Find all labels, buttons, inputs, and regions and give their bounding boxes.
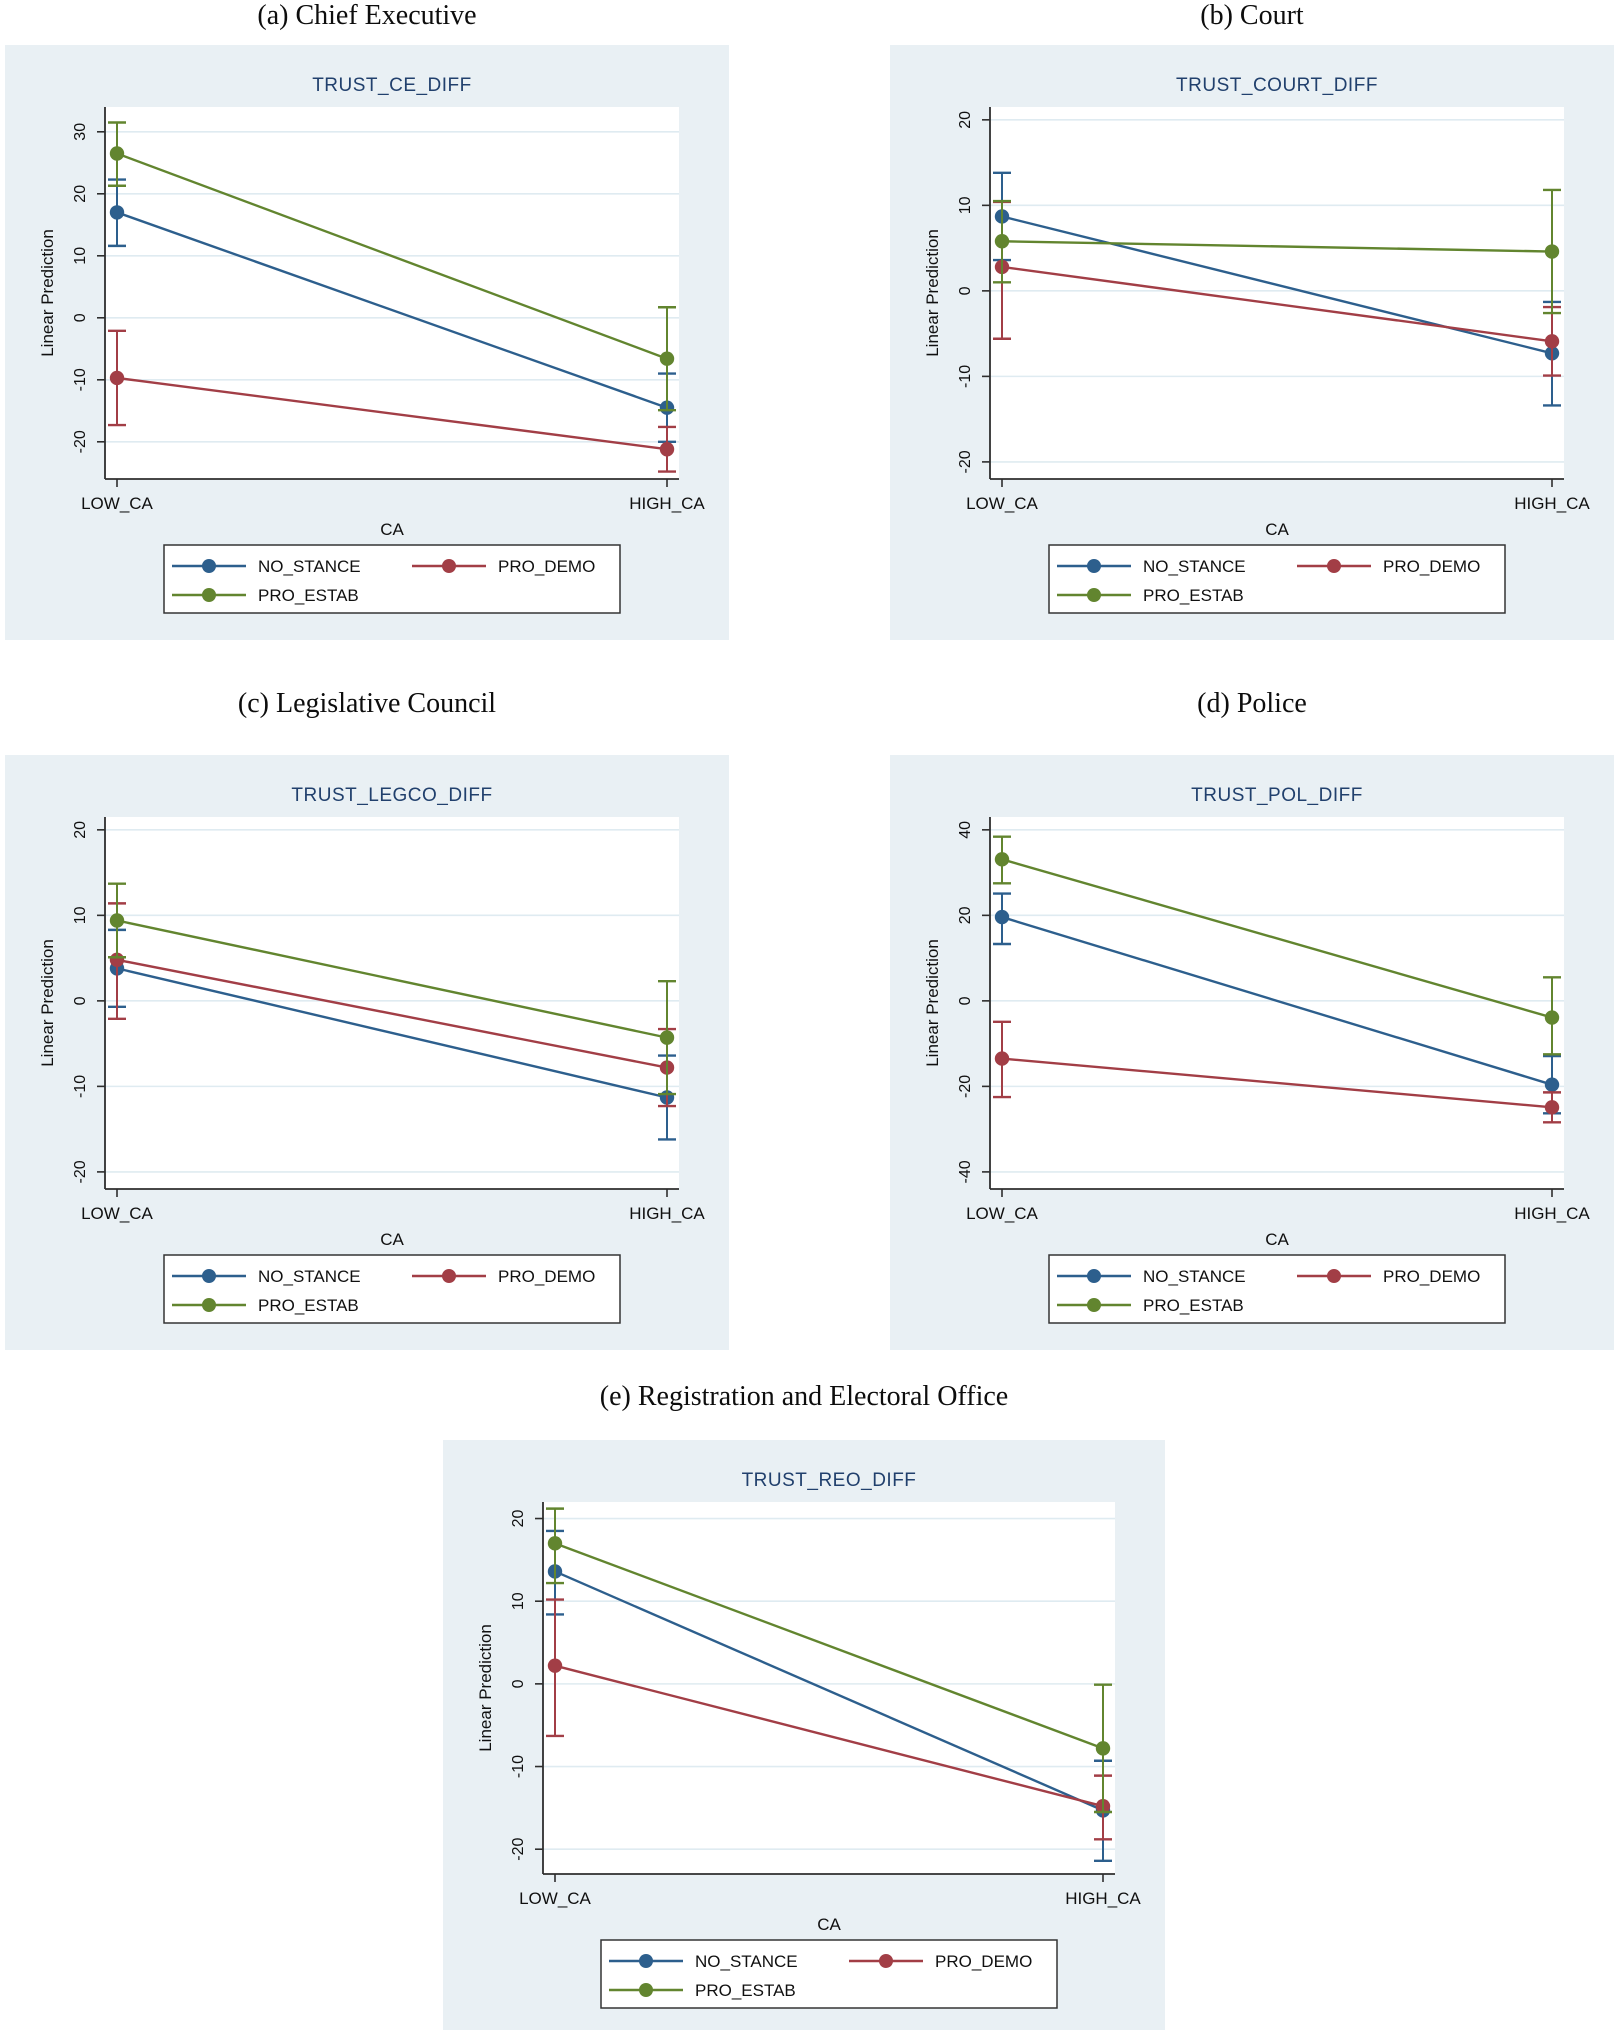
x-tick-label: LOW_CA bbox=[966, 494, 1038, 513]
legend-marker-NO_STANCE bbox=[202, 1269, 216, 1283]
legend-box bbox=[164, 1255, 620, 1323]
panel-chief-executive bbox=[5, 45, 729, 645]
data-point-PRO_DEMO-LOW_CA bbox=[110, 371, 124, 385]
y-tick-label: -10 bbox=[72, 1074, 89, 1098]
data-point-NO_STANCE-HIGH_CA bbox=[1545, 1077, 1559, 1091]
y-axis-label: Linear Prediction bbox=[476, 1624, 495, 1752]
data-point-PRO_DEMO-LOW_CA bbox=[995, 1051, 1009, 1065]
y-tick-label: 10 bbox=[72, 906, 89, 925]
data-point-PRO_ESTAB-HIGH_CA bbox=[660, 352, 674, 366]
legend-marker-NO_STANCE bbox=[1087, 1269, 1101, 1283]
caption-panel-c: (c) Legislative Council bbox=[237, 688, 497, 719]
y-axis-label: Linear Prediction bbox=[38, 939, 57, 1067]
legend-marker-PRO_ESTAB bbox=[202, 588, 216, 602]
chart-title: TRUST_COURT_DIFF bbox=[1176, 75, 1378, 96]
data-point-PRO_ESTAB-LOW_CA bbox=[548, 1536, 562, 1550]
legend-label-NO_STANCE: NO_STANCE bbox=[1143, 557, 1246, 576]
x-tick-label: LOW_CA bbox=[519, 1889, 591, 1908]
x-axis-label: CA bbox=[1265, 1230, 1289, 1249]
chart-title: TRUST_REO_DIFF bbox=[741, 1470, 917, 1491]
legend-label-PRO_DEMO: PRO_DEMO bbox=[498, 1267, 596, 1286]
y-tick-label: 0 bbox=[72, 313, 89, 323]
x-axis-label: CA bbox=[817, 1915, 841, 1934]
data-point-PRO_DEMO-HIGH_CA bbox=[660, 442, 674, 456]
legend-marker-PRO_DEMO bbox=[1327, 1269, 1341, 1283]
x-tick-label: HIGH_CA bbox=[629, 1204, 705, 1223]
x-tick-label: HIGH_CA bbox=[629, 494, 705, 513]
legend-marker-NO_STANCE bbox=[202, 559, 216, 573]
legend-label-PRO_ESTAB: PRO_ESTAB bbox=[258, 1296, 359, 1315]
legend-marker-NO_STANCE bbox=[1087, 559, 1101, 573]
data-point-PRO_DEMO-HIGH_CA bbox=[1545, 334, 1559, 348]
legend-label-NO_STANCE: NO_STANCE bbox=[695, 1952, 798, 1971]
x-tick-label: HIGH_CA bbox=[1065, 1889, 1141, 1908]
legend-box bbox=[1049, 545, 1505, 613]
x-tick-label: LOW_CA bbox=[966, 1204, 1038, 1223]
legend-label-PRO_DEMO: PRO_DEMO bbox=[935, 1952, 1033, 1971]
caption-panel-d: (d) Police bbox=[1197, 688, 1307, 719]
y-tick-label: -20 bbox=[510, 1837, 527, 1861]
chart-TRUST_LEGCO_DIFF bbox=[5, 755, 729, 1350]
data-point-PRO_ESTAB-HIGH_CA bbox=[1545, 244, 1559, 258]
y-tick-label: 30 bbox=[72, 122, 89, 141]
y-tick-label: 20 bbox=[72, 184, 89, 203]
chart-TRUST_POL_DIFF bbox=[890, 755, 1614, 1350]
data-point-PRO_ESTAB-LOW_CA bbox=[110, 146, 124, 160]
y-tick-label: 10 bbox=[957, 196, 974, 215]
y-tick-label: 20 bbox=[957, 906, 974, 925]
data-point-PRO_ESTAB-LOW_CA bbox=[110, 913, 124, 927]
y-tick-label: 0 bbox=[510, 1679, 527, 1689]
legend-box bbox=[601, 1940, 1057, 2008]
legend-label-PRO_DEMO: PRO_DEMO bbox=[498, 557, 596, 576]
legend-label-PRO_DEMO: PRO_DEMO bbox=[1383, 557, 1481, 576]
legend-label-NO_STANCE: NO_STANCE bbox=[258, 557, 361, 576]
legend-marker-PRO_ESTAB bbox=[202, 1298, 216, 1312]
y-axis-label: Linear Prediction bbox=[923, 939, 942, 1067]
panel-police bbox=[890, 755, 1614, 1355]
data-point-PRO_ESTAB-HIGH_CA bbox=[660, 1030, 674, 1044]
legend-label-PRO_ESTAB: PRO_ESTAB bbox=[1143, 586, 1244, 605]
y-tick-label: 20 bbox=[72, 820, 89, 839]
x-tick-label: HIGH_CA bbox=[1514, 1204, 1590, 1223]
legend-marker-PRO_ESTAB bbox=[639, 1983, 653, 1997]
chart-TRUST_CE_DIFF bbox=[5, 45, 729, 640]
plot-area bbox=[543, 1502, 1115, 1874]
chart-TRUST_COURT_DIFF bbox=[890, 45, 1614, 640]
chart-title: TRUST_CE_DIFF bbox=[312, 75, 472, 96]
chart-TRUST_REO_DIFF bbox=[443, 1440, 1165, 2030]
panel-legislative-council bbox=[5, 755, 729, 1355]
legend-marker-PRO_DEMO bbox=[442, 1269, 456, 1283]
y-tick-label: 0 bbox=[957, 996, 974, 1006]
legend-marker-PRO_DEMO bbox=[442, 559, 456, 573]
data-point-PRO_DEMO-LOW_CA bbox=[548, 1658, 562, 1672]
y-tick-label: -10 bbox=[510, 1754, 527, 1779]
plot-area bbox=[990, 817, 1564, 1189]
y-tick-label: 10 bbox=[510, 1592, 527, 1611]
chart-title: TRUST_POL_DIFF bbox=[1191, 785, 1363, 806]
data-point-NO_STANCE-LOW_CA bbox=[995, 910, 1009, 924]
x-tick-label: LOW_CA bbox=[81, 1204, 153, 1223]
plot-area bbox=[105, 107, 679, 479]
legend-marker-NO_STANCE bbox=[639, 1954, 653, 1968]
legend-label-NO_STANCE: NO_STANCE bbox=[1143, 1267, 1246, 1286]
legend-label-NO_STANCE: NO_STANCE bbox=[258, 1267, 361, 1286]
legend-label-PRO_ESTAB: PRO_ESTAB bbox=[1143, 1296, 1244, 1315]
y-tick-label: 10 bbox=[72, 246, 89, 265]
y-tick-label: -20 bbox=[72, 1160, 89, 1184]
x-axis-label: CA bbox=[380, 1230, 404, 1249]
y-tick-label: 40 bbox=[957, 820, 974, 839]
data-point-PRO_ESTAB-HIGH_CA bbox=[1096, 1741, 1110, 1755]
legend-label-PRO_ESTAB: PRO_ESTAB bbox=[258, 586, 359, 605]
panel-registration-electoral-office bbox=[443, 1440, 1165, 2030]
legend-label-PRO_ESTAB: PRO_ESTAB bbox=[695, 1981, 796, 2000]
y-tick-label: -10 bbox=[72, 368, 89, 392]
x-axis-label: CA bbox=[380, 520, 404, 539]
y-tick-label: -20 bbox=[957, 450, 974, 474]
legend-box bbox=[164, 545, 620, 613]
caption-panel-a: (a) Chief Executive bbox=[257, 0, 477, 31]
legend-label-PRO_DEMO: PRO_DEMO bbox=[1383, 1267, 1481, 1286]
y-tick-label: -10 bbox=[957, 364, 974, 388]
y-tick-label: -40 bbox=[957, 1160, 974, 1184]
caption-panel-b: (b) Court bbox=[1200, 0, 1304, 31]
data-point-PRO_ESTAB-LOW_CA bbox=[995, 234, 1009, 248]
legend-marker-PRO_ESTAB bbox=[1087, 1298, 1101, 1312]
x-axis-label: CA bbox=[1265, 520, 1289, 539]
data-point-PRO_ESTAB-HIGH_CA bbox=[1545, 1010, 1559, 1024]
x-tick-label: HIGH_CA bbox=[1514, 494, 1590, 513]
x-tick-label: LOW_CA bbox=[81, 494, 153, 513]
y-axis-label: Linear Prediction bbox=[38, 229, 57, 357]
data-point-PRO_DEMO-HIGH_CA bbox=[1545, 1100, 1559, 1114]
y-tick-label: -20 bbox=[72, 430, 89, 454]
plot-area bbox=[990, 107, 1564, 479]
y-axis-label: Linear Prediction bbox=[923, 229, 942, 357]
y-tick-label: 0 bbox=[72, 996, 89, 1006]
legend-marker-PRO_ESTAB bbox=[1087, 588, 1101, 602]
y-tick-label: -20 bbox=[957, 1074, 974, 1098]
y-tick-label: 20 bbox=[510, 1509, 527, 1528]
y-tick-label: 20 bbox=[957, 110, 974, 129]
y-tick-label: 0 bbox=[957, 286, 974, 296]
plot-area bbox=[105, 817, 679, 1189]
legend-marker-PRO_DEMO bbox=[1327, 559, 1341, 573]
caption-panel-e: (e) Registration and Electoral Office bbox=[599, 1381, 1009, 1412]
panel-court bbox=[890, 45, 1614, 645]
legend-box bbox=[1049, 1255, 1505, 1323]
data-point-PRO_ESTAB-LOW_CA bbox=[995, 852, 1009, 866]
data-point-NO_STANCE-LOW_CA bbox=[110, 205, 124, 219]
legend-marker-PRO_DEMO bbox=[879, 1954, 893, 1968]
chart-title: TRUST_LEGCO_DIFF bbox=[291, 785, 493, 806]
